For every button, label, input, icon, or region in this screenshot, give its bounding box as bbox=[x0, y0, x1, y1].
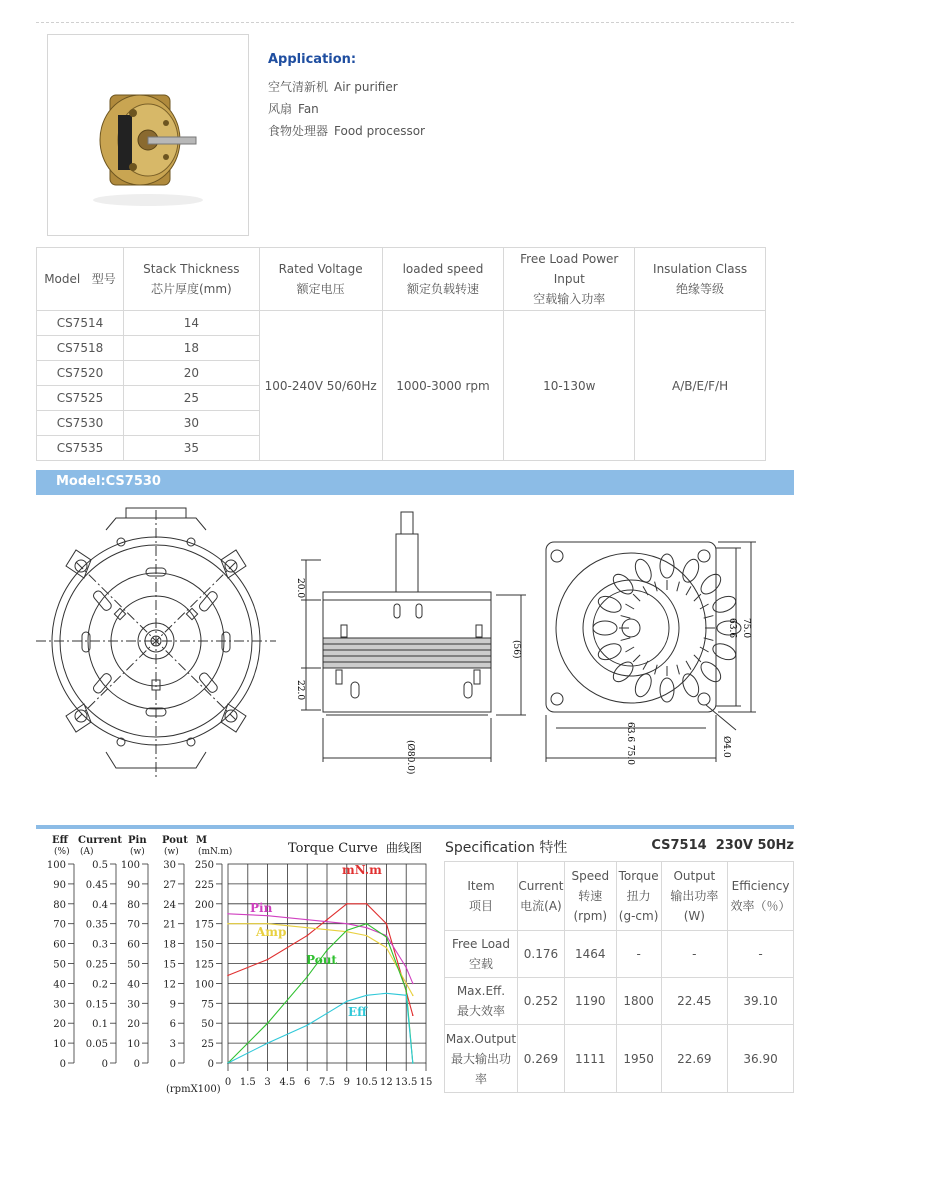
data-point bbox=[386, 993, 388, 995]
dim-side-top: 20.0 bbox=[295, 578, 305, 599]
spec-header-line: 项目 bbox=[468, 899, 493, 913]
dim-front-hole: Ø4.0 bbox=[721, 736, 731, 758]
spec-header-line: Torque bbox=[618, 869, 659, 883]
axis-tick-label: 27 bbox=[163, 879, 176, 891]
spec-row bbox=[445, 1025, 794, 1093]
axis-tick-label: 0.25 bbox=[85, 959, 108, 971]
cell-thickness: 14 bbox=[123, 311, 259, 336]
axis-tick-label: 6 bbox=[169, 1019, 176, 1031]
product-photo bbox=[47, 34, 249, 236]
spec-cell-speed: 1190 bbox=[564, 978, 616, 1025]
application-item-en: Air purifier bbox=[334, 80, 398, 94]
spec-header-line: Output bbox=[673, 869, 716, 883]
axis-tick-label: 100 bbox=[120, 860, 140, 871]
rotor-tooth bbox=[677, 665, 680, 675]
slot-outline bbox=[680, 672, 702, 700]
slot-outline bbox=[610, 658, 637, 685]
section-divider bbox=[36, 825, 794, 829]
axis-tick-label: 30 bbox=[53, 999, 66, 1011]
spec-header-line: Speed bbox=[571, 869, 610, 883]
header-cn: 空载输入功率 bbox=[533, 292, 606, 306]
axis-tick-label: 40 bbox=[53, 979, 66, 991]
curve-label-eff: Eff bbox=[348, 1005, 367, 1019]
axis-header-unit: (w) bbox=[130, 847, 145, 857]
header-speed bbox=[382, 248, 504, 311]
spec-header-line: Efficiency bbox=[731, 879, 790, 893]
axis-header-unit: (w) bbox=[164, 847, 179, 857]
data-point bbox=[412, 1014, 414, 1016]
slot-outline bbox=[697, 658, 724, 685]
application-item-en: Food processor bbox=[334, 124, 425, 138]
spec-item-cn: 最大输出功率 bbox=[450, 1051, 511, 1086]
spec-cell-eff: 36.90 bbox=[728, 1025, 794, 1093]
header-cn: 额定电压 bbox=[296, 282, 345, 296]
x-tick-label: 1.5 bbox=[239, 1077, 256, 1088]
spec-table bbox=[444, 861, 794, 1093]
spec-header-line: 电流(A) bbox=[520, 899, 562, 913]
cell-thickness: 30 bbox=[123, 411, 259, 436]
spec-title bbox=[445, 837, 567, 857]
rotor-tooth bbox=[625, 604, 634, 609]
spec-header-current bbox=[517, 862, 564, 931]
data-point bbox=[306, 927, 308, 929]
application-item-cn: 食物处理器 bbox=[268, 124, 329, 138]
data-point bbox=[326, 919, 328, 921]
rotor-tooth bbox=[633, 655, 640, 662]
data-point bbox=[267, 1022, 269, 1024]
x-tick-label: 12 bbox=[380, 1077, 393, 1088]
x-tick-label: 0 bbox=[224, 1077, 232, 1088]
axis-tick-label: 12 bbox=[163, 979, 176, 991]
spec-header-row bbox=[445, 862, 794, 931]
x-axis-label: (rpmX100) bbox=[166, 1084, 221, 1095]
axis-tick-label: 0.4 bbox=[92, 899, 108, 911]
data-point bbox=[412, 983, 414, 985]
data-point bbox=[405, 989, 407, 991]
data-point bbox=[306, 919, 308, 921]
series-line-eff bbox=[228, 993, 413, 1063]
axis-tick-label: 0.2 bbox=[92, 979, 108, 991]
data-point bbox=[366, 935, 368, 937]
cell-model: CS7525 bbox=[37, 386, 124, 411]
header-cn: 芯片厚度(mm) bbox=[150, 282, 232, 296]
spec-header-line: Current bbox=[518, 879, 564, 893]
slot-outline bbox=[610, 571, 637, 598]
data-point bbox=[306, 935, 308, 937]
axis-tick-label: 15 bbox=[163, 959, 176, 971]
slot-outline bbox=[660, 678, 674, 702]
rotor-tooth bbox=[700, 604, 709, 609]
curve-label-amp: Amp bbox=[256, 925, 287, 939]
chart-title-cn: 曲线图 bbox=[386, 841, 423, 855]
rotor-tooth bbox=[686, 586, 691, 595]
header-thickness bbox=[123, 248, 259, 311]
slot-outline bbox=[697, 571, 724, 598]
axis-header-unit: (A) bbox=[80, 847, 94, 857]
rotor-tooth bbox=[686, 661, 691, 670]
cell-power: 10-130w bbox=[504, 311, 635, 461]
spec-model: CS7514 230V 50Hz bbox=[651, 838, 794, 853]
spec-header-line: 扭力 bbox=[626, 889, 651, 903]
spec-cell-output: 22.69 bbox=[661, 1025, 728, 1093]
axis-tick-label: 90 bbox=[127, 879, 140, 891]
axis-header-name: Eff bbox=[52, 835, 68, 846]
header-en: Insulation Class bbox=[653, 262, 748, 276]
spec-header-line: Item bbox=[467, 879, 495, 893]
rotor-tooth bbox=[621, 638, 631, 641]
data-point bbox=[346, 923, 348, 925]
application-title: Application: bbox=[268, 52, 357, 67]
torque-curve-chart bbox=[36, 830, 436, 1100]
spec-cell-current: 0.176 bbox=[517, 931, 564, 978]
axis-tick-label: 90 bbox=[53, 879, 66, 891]
axis-tick-label: 0.5 bbox=[92, 860, 108, 871]
spec-cell-torque: 1950 bbox=[616, 1025, 661, 1093]
header-model bbox=[37, 248, 124, 311]
axis-tick-label: 0.15 bbox=[85, 999, 108, 1011]
x-tick-label: 15 bbox=[419, 1077, 433, 1088]
spec-cell-item bbox=[445, 978, 518, 1025]
application-item bbox=[268, 122, 425, 139]
axis-tick-label: 10 bbox=[53, 1039, 66, 1051]
axis-tick-label: 125 bbox=[194, 959, 214, 971]
cell-thickness: 25 bbox=[123, 386, 259, 411]
slot-outline bbox=[660, 554, 674, 578]
axis-tick-label: 100 bbox=[194, 979, 214, 991]
axis-tick-label: 30 bbox=[163, 860, 176, 871]
axis-tick-label: 0 bbox=[169, 1059, 176, 1070]
cell-model: CS7530 bbox=[37, 411, 124, 436]
spec-item-en: Max.Eff. bbox=[456, 984, 506, 998]
spec-title-en: Specification bbox=[445, 840, 535, 856]
cell-model: CS7535 bbox=[37, 436, 124, 461]
cell-thickness: 18 bbox=[123, 336, 259, 361]
axis-tick-label: 150 bbox=[194, 939, 214, 951]
axis-tick-label: 175 bbox=[194, 919, 214, 931]
x-tick-label: 7.5 bbox=[319, 1077, 335, 1088]
spec-cell-item bbox=[445, 1025, 518, 1093]
axis-tick-label: 60 bbox=[53, 939, 66, 951]
axis-tick-label: 60 bbox=[127, 939, 140, 951]
front-view-slots bbox=[593, 554, 741, 702]
data-point bbox=[366, 903, 368, 905]
rotor-tooth bbox=[633, 594, 640, 601]
header-voltage bbox=[259, 248, 382, 311]
slot-outline bbox=[680, 557, 702, 585]
data-point bbox=[405, 995, 407, 997]
axis-tick-label: 0 bbox=[101, 1059, 108, 1070]
dim-front-outer: 75.0 bbox=[741, 618, 751, 639]
data-point bbox=[386, 936, 388, 938]
curve-label-pout: Pout bbox=[306, 953, 337, 967]
data-point bbox=[306, 976, 308, 978]
data-point bbox=[405, 983, 407, 985]
cell-thickness: 20 bbox=[123, 361, 259, 386]
spec-cell-eff: 39.10 bbox=[728, 978, 794, 1025]
axis-tick-label: 3 bbox=[169, 1039, 176, 1051]
model-band bbox=[36, 470, 794, 495]
spec-title-cn: 特性 bbox=[539, 840, 568, 856]
axis-tick-label: 21 bbox=[163, 919, 176, 931]
axis-tick-label: 40 bbox=[127, 979, 140, 991]
axis-tick-label: 0.3 bbox=[92, 939, 108, 951]
spec-header-line: 输出功率(W) bbox=[670, 889, 719, 923]
header-en: loaded speed bbox=[402, 262, 484, 276]
header-en: Stack Thickness bbox=[143, 262, 240, 276]
product-table-header bbox=[37, 248, 766, 311]
spec-cell-torque: - bbox=[616, 931, 661, 978]
spec-header-speed bbox=[564, 862, 616, 931]
data-point bbox=[346, 930, 348, 932]
spec-header-line: (g-cm) bbox=[618, 909, 659, 923]
data-point bbox=[366, 927, 368, 929]
rotor-tooth bbox=[643, 661, 648, 670]
slot-outline bbox=[711, 593, 739, 615]
spec-header-eff bbox=[728, 862, 794, 931]
rotor-tooth bbox=[625, 647, 634, 652]
axis-tick-label: 225 bbox=[194, 879, 214, 891]
spec-cell-torque: 1800 bbox=[616, 978, 661, 1025]
header-en: Free Load Power Input bbox=[520, 252, 619, 286]
axis-tick-label: 20 bbox=[127, 1019, 140, 1031]
axis-tick-label: 250 bbox=[194, 860, 214, 871]
dim-front-inner: 63.6 bbox=[727, 618, 737, 639]
axis-header-unit: (mN.m) bbox=[198, 847, 233, 857]
axis-header-name: Pin bbox=[128, 835, 147, 846]
spec-row bbox=[445, 978, 794, 1025]
spec-header-line: 效率（％） bbox=[730, 899, 791, 913]
data-point bbox=[405, 967, 407, 969]
header-en: Model bbox=[44, 272, 81, 286]
axis-tick-label: 24 bbox=[163, 899, 176, 911]
x-tick-label: 9 bbox=[343, 1077, 350, 1088]
dim-side-height: (56) bbox=[511, 640, 521, 659]
data-point bbox=[267, 1042, 269, 1044]
chart-title: Torque Curve bbox=[288, 841, 378, 856]
data-point bbox=[306, 1024, 308, 1026]
x-tick-label: 3 bbox=[264, 1077, 271, 1088]
application-item-en: Fan bbox=[298, 102, 319, 116]
data-point bbox=[386, 923, 388, 925]
axis-tick-label: 0.45 bbox=[85, 879, 108, 891]
model-band-title: Model:CS7530 bbox=[56, 474, 161, 489]
spec-row bbox=[445, 931, 794, 978]
axis-tick-label: 30 bbox=[127, 999, 140, 1011]
curve-label-pin: Pin bbox=[250, 901, 273, 915]
cell-model: CS7514 bbox=[37, 311, 124, 336]
spec-cell-output: - bbox=[661, 931, 728, 978]
top-divider bbox=[36, 22, 794, 23]
header-cn: 额定负载转速 bbox=[406, 282, 479, 296]
axis-tick-label: 80 bbox=[127, 899, 140, 911]
data-point bbox=[366, 923, 368, 925]
spec-header-item bbox=[445, 862, 518, 931]
spec-item-en: Max.Output bbox=[445, 1031, 517, 1046]
cell-voltage: 100-240V 50/60Hz bbox=[259, 311, 382, 461]
data-point bbox=[227, 923, 229, 925]
x-tick-label: 4.5 bbox=[279, 1077, 296, 1088]
slot-outline bbox=[593, 621, 617, 635]
axis-tick-label: 18 bbox=[163, 939, 176, 951]
spec-header-output bbox=[661, 862, 728, 931]
axis-tick-label: 20 bbox=[53, 1019, 66, 1031]
axis-tick-label: 100 bbox=[46, 860, 66, 871]
product-table bbox=[36, 247, 766, 461]
cell-model: CS7520 bbox=[37, 361, 124, 386]
data-point bbox=[412, 995, 414, 997]
data-point bbox=[267, 959, 269, 961]
dim-front-bottom: 63.6 75.0 bbox=[625, 722, 635, 765]
data-point bbox=[227, 913, 229, 915]
technical-drawing bbox=[36, 500, 796, 810]
axis-header-name: Pout bbox=[162, 835, 188, 846]
dim-side-width: (Ø80.0) bbox=[405, 740, 415, 775]
header-insulation bbox=[635, 248, 766, 311]
axis-tick-label: 50 bbox=[127, 959, 140, 971]
x-tick-label: 10.5 bbox=[355, 1077, 378, 1088]
data-point bbox=[346, 1001, 348, 1003]
axis-header-name: M bbox=[196, 835, 208, 846]
axis-tick-label: 10 bbox=[127, 1039, 140, 1051]
rotor-tooth bbox=[677, 582, 680, 592]
header-en: Rated Voltage bbox=[278, 262, 363, 276]
data-point bbox=[386, 947, 388, 949]
data-point bbox=[366, 995, 368, 997]
axis-header-unit: (%) bbox=[54, 847, 70, 857]
slot-outline bbox=[596, 641, 624, 663]
axis-tick-label: 70 bbox=[53, 919, 66, 931]
axis-header-name: Current bbox=[78, 835, 123, 846]
axis-tick-label: 80 bbox=[53, 899, 66, 911]
spec-item-cn: 最大效率 bbox=[456, 1004, 505, 1018]
application-item-cn: 风扇 bbox=[268, 102, 293, 116]
x-tick-label: 6 bbox=[304, 1077, 311, 1088]
spec-cell-current: 0.252 bbox=[517, 978, 564, 1025]
axis-tick-label: 0.1 bbox=[92, 1019, 108, 1031]
side-view-drawing bbox=[301, 512, 526, 762]
axis-tick-label: 70 bbox=[127, 919, 140, 931]
spec-item-cn: 空载 bbox=[468, 957, 493, 971]
axis-tick-label: 50 bbox=[201, 1019, 214, 1031]
application-item-cn: 空气清新机 bbox=[268, 80, 329, 94]
axis-tick-label: 50 bbox=[53, 959, 66, 971]
application-item bbox=[268, 78, 398, 95]
axis-tick-label: 9 bbox=[169, 999, 176, 1011]
spec-cell-current: 0.269 bbox=[517, 1025, 564, 1093]
end-view-drawing bbox=[36, 508, 276, 780]
x-tick-label: 13.5 bbox=[395, 1077, 418, 1088]
spec-header-torque bbox=[616, 862, 661, 931]
axis-tick-label: 25 bbox=[201, 1039, 214, 1051]
spec-cell-speed: 1111 bbox=[564, 1025, 616, 1093]
slot-outline bbox=[711, 641, 739, 663]
rotor-tooth bbox=[643, 586, 648, 595]
spec-cell-item bbox=[445, 931, 518, 978]
data-point bbox=[267, 915, 269, 917]
data-point bbox=[412, 1062, 414, 1064]
axis-tick-label: 0 bbox=[59, 1059, 66, 1070]
axis-tick-label: 0 bbox=[133, 1059, 140, 1070]
spec-header-line: 转速(rpm) bbox=[573, 889, 608, 923]
spec-item-en: Free Load bbox=[451, 937, 511, 951]
application-item bbox=[268, 100, 319, 117]
rotor-tooth bbox=[700, 647, 709, 652]
data-point bbox=[346, 903, 348, 905]
axis-tick-label: 0 bbox=[207, 1059, 214, 1070]
axis-tick-label: 75 bbox=[201, 999, 214, 1011]
header-cn: 绝缘等级 bbox=[676, 282, 725, 296]
cell-thickness: 35 bbox=[123, 436, 259, 461]
table-row bbox=[37, 311, 766, 336]
cell-model: CS7518 bbox=[37, 336, 124, 361]
spec-cell-speed: 1464 bbox=[564, 931, 616, 978]
rotor-tooth bbox=[621, 616, 631, 619]
header-cn: 型号 bbox=[91, 272, 116, 286]
axis-tick-label: 0.35 bbox=[85, 919, 108, 931]
data-point bbox=[227, 975, 229, 977]
cell-speed: 1000-3000 rpm bbox=[382, 311, 504, 461]
data-point bbox=[326, 1012, 328, 1014]
spec-cell-output: 22.45 bbox=[661, 978, 728, 1025]
axis-tick-label: 0.05 bbox=[85, 1039, 108, 1051]
slot-outline bbox=[596, 593, 624, 615]
data-point bbox=[326, 949, 328, 951]
dim-side-bottom: 22.0 bbox=[295, 680, 305, 701]
cell-insulation: A/B/E/F/H bbox=[635, 311, 766, 461]
curve-label-m: mN.m bbox=[342, 863, 382, 877]
spec-cell-eff: - bbox=[728, 931, 794, 978]
axis-tick-label: 200 bbox=[194, 899, 214, 911]
header-power bbox=[504, 248, 635, 311]
